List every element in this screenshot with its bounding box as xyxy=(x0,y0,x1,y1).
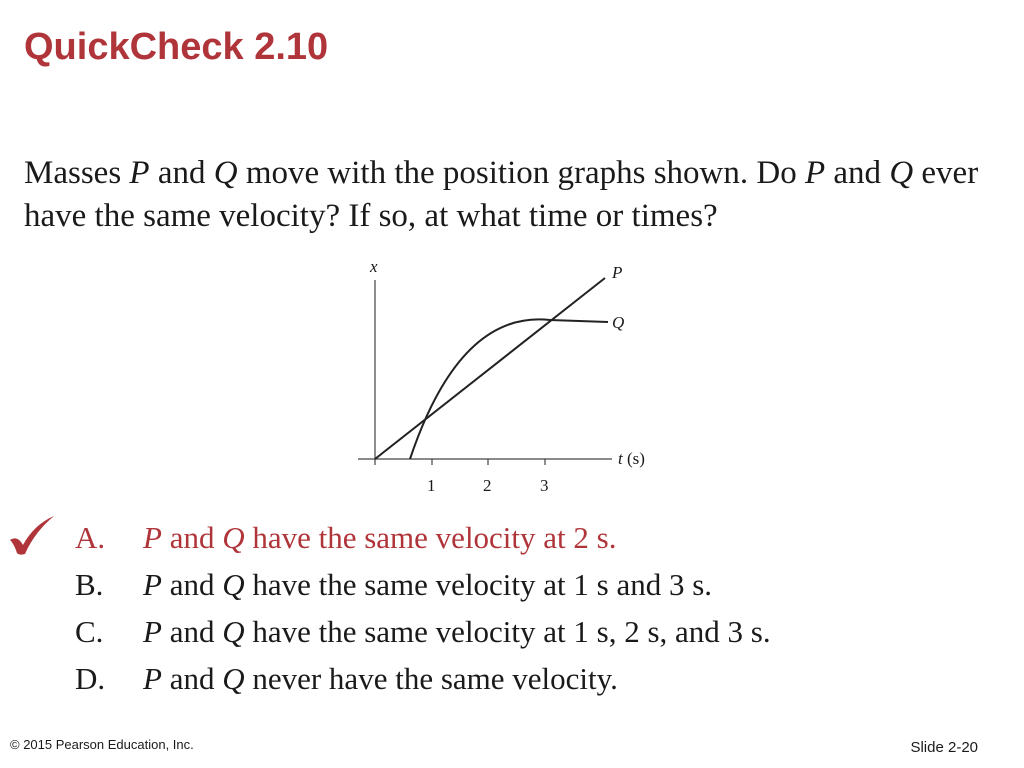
choice-d[interactable] xyxy=(75,655,975,702)
question-var-q: Q xyxy=(889,155,914,191)
position-graph xyxy=(350,250,670,500)
slide-title: QuickCheck 2.10 xyxy=(24,26,329,68)
choice-var-q: Q xyxy=(222,567,245,602)
question-var-p: P xyxy=(129,155,150,191)
question-part: and xyxy=(149,155,214,191)
position-graph-svg xyxy=(350,250,670,500)
curve-p xyxy=(375,278,605,459)
question-text xyxy=(24,152,999,238)
x-tick-label-2: 2 xyxy=(483,476,492,495)
copyright-notice: © 2015 Pearson Education, Inc. xyxy=(10,737,194,752)
choice-var-q: Q xyxy=(222,520,245,555)
choice-letter: D. xyxy=(75,661,106,696)
choice-text: have the same velocity at 1 s and 3 s. xyxy=(244,567,713,602)
answer-choices xyxy=(75,514,975,702)
curve-label-p: P xyxy=(612,263,623,282)
choice-text: have the same velocity at 1 s, 2 s, and 3 s. xyxy=(244,614,771,649)
question-part: ever have the same velocity? If so, at what time or times? xyxy=(24,155,979,234)
choice-a[interactable] xyxy=(75,514,975,561)
choice-text: have the same velocity at 2 s. xyxy=(244,520,617,555)
choice-var-p: P xyxy=(143,661,162,696)
choice-text: and xyxy=(161,520,223,555)
choice-text: and xyxy=(161,567,223,602)
choice-c[interactable] xyxy=(75,608,975,655)
x-tick-label-1: 1 xyxy=(427,476,436,495)
curve-label-q: Q xyxy=(612,313,625,332)
choice-var-q: Q xyxy=(222,661,245,696)
choice-text: and xyxy=(161,614,223,649)
choice-b[interactable] xyxy=(75,561,975,608)
question-part: Masses xyxy=(24,155,130,191)
question-var-p: P xyxy=(804,155,826,191)
question-part: move with the position graphs shown. Do xyxy=(237,155,805,191)
x-axis-label-unit: (s) xyxy=(622,449,645,468)
choice-letter: A. xyxy=(75,520,106,555)
x-tick-label-3: 3 xyxy=(540,476,549,495)
choice-text: never have the same velocity. xyxy=(244,661,618,696)
slide-number: Slide 2-20 xyxy=(910,739,978,756)
choice-var-p: P xyxy=(143,614,162,649)
question-var-q: Q xyxy=(213,155,238,191)
choice-letter: B. xyxy=(75,567,104,602)
choice-var-q: Q xyxy=(222,614,245,649)
choice-var-p: P xyxy=(143,567,162,602)
checkmark-icon xyxy=(6,514,58,558)
curve-q xyxy=(410,319,608,459)
choice-letter: C. xyxy=(75,614,104,649)
x-axis-label xyxy=(618,449,645,468)
x-axis-label-var: t xyxy=(618,449,623,468)
question-part: and xyxy=(825,155,890,191)
y-axis-label: x xyxy=(370,257,378,276)
choice-text: and xyxy=(161,661,223,696)
choice-var-p: P xyxy=(143,520,162,555)
